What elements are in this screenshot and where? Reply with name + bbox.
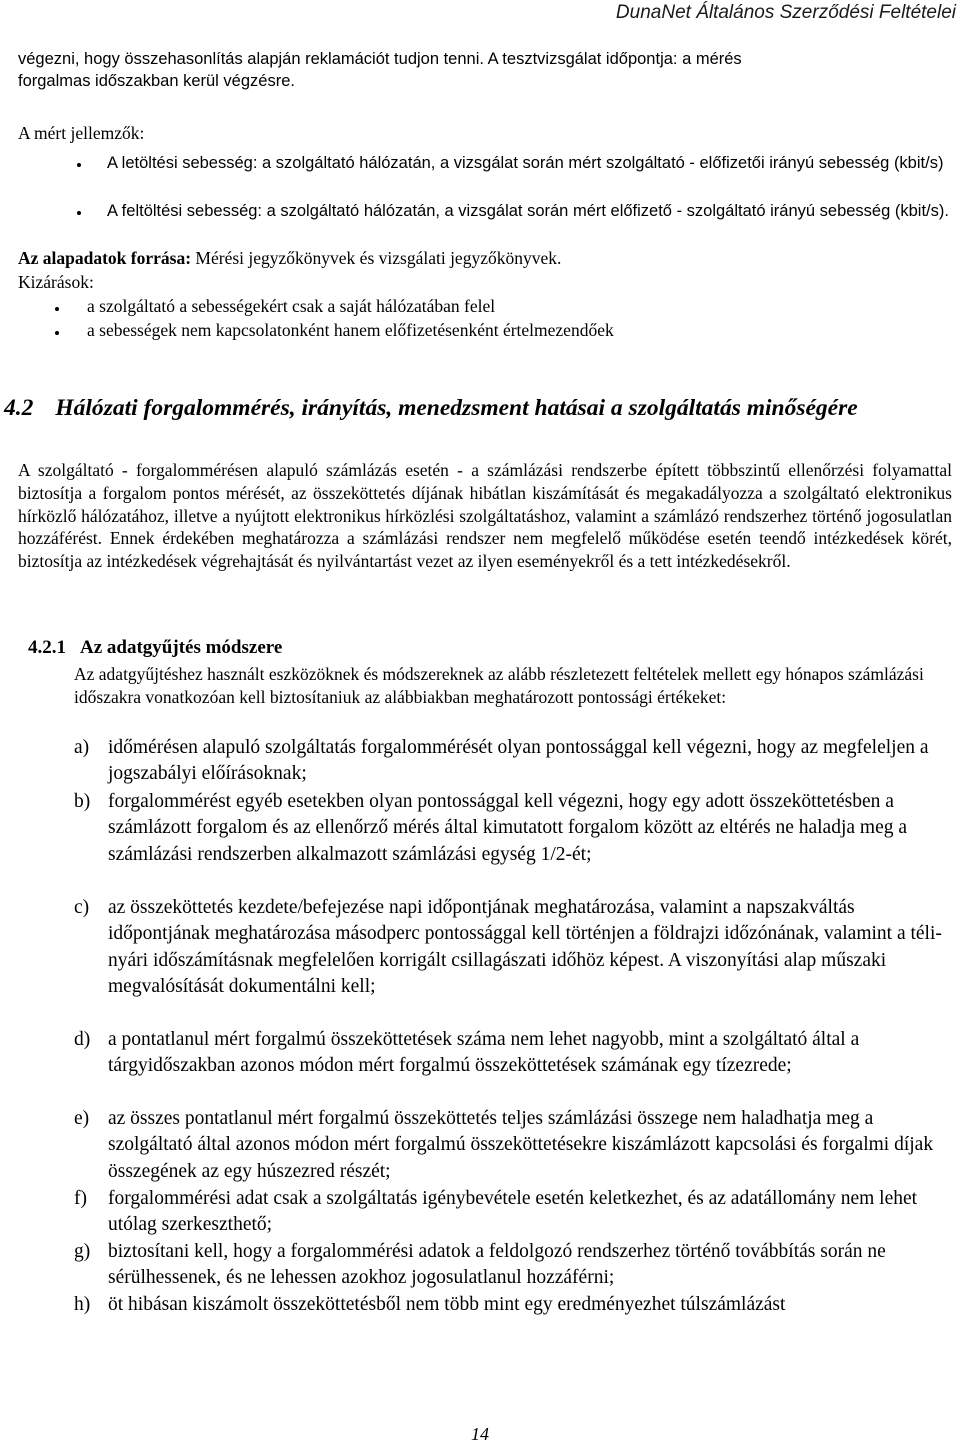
list-item-a: időmérésen alapuló szolgáltatás forgalommérését olyan pontossággal kell végezni, hogy az megfeleljen a jogszabályi előírásoknak; — [108, 737, 929, 785]
exclusions-title: Kizárások: — [18, 272, 94, 292]
intro-line-2: forgalmas időszakban kerül végzésre. — [18, 72, 295, 90]
subsection-number: 4.2.1 — [28, 637, 66, 658]
section-title: Hálózati forgalommérés, irányítás, menedzsment hatásai a szolgáltatás minőségére — [55, 395, 858, 421]
page-header-title: DunaNet Általános Szerződési Feltételei — [615, 2, 956, 23]
page-number: 14 — [471, 1424, 489, 1444]
list-item-d: a pontatlanul mért forgalmú összeköttetések száma nem lehet nagyobb, mint a szolgáltató által a tárgyidőszakban azonos módon mért forgalmú összeköttetések számának egy tízezrede; — [108, 1029, 860, 1077]
list-item-marker: d) — [74, 1029, 91, 1050]
section-paragraph: A szolgáltató - forgalommérésen alapuló számlázás esetén - a számlázási rendszerbe épített többszintű ellenőrzési folyamattal biztosítja a forgalom pontos mérését, az összeköttetés díjának hibátlan kiszámítását és megakadályozza a szolgáltató elektronikus hírközlő hálózatához, illetve a nyújtott elektronikus hírközlési szolgáltatáshoz, valamint a számlázó rendszerhez történő jogosulatlan hozzáférést. Ennek érdekében meghatározza a számlázási rendszer nem megfelelő működése esetén teendő intézkedések körét, biztosítja az intézkedések végrehajtását és nyilvántartást vezet az ilyen eseményekről és a tett intézkedésekről. — [18, 460, 952, 572]
list-item-marker: e) — [74, 1108, 90, 1129]
section-heading — [4, 392, 924, 424]
section-number: 4.2 — [4, 395, 34, 421]
subsection-intro: Az adatgyűjtéshez használt eszközöknek és módszereknek az alább részletezett feltételek mellett egy hónapos számlázási időszakra vonatkozóan kell biztosítaniuk az alábbiakban meghatározott pontossági értékeket: — [74, 664, 924, 707]
list-item-marker: h) — [74, 1294, 91, 1315]
bullet-icon — [55, 331, 59, 335]
bullet-icon — [77, 211, 81, 215]
list-item-h: öt hibásan kiszámolt összeköttetésből nem több mint egy eredményezhet túlszámlázást — [108, 1294, 786, 1315]
list-item-marker: a) — [74, 737, 90, 758]
subsection-heading — [16, 637, 282, 659]
list-item-marker: g) — [74, 1241, 91, 1262]
data-source — [18, 248, 561, 269]
bullet-icon — [55, 307, 59, 311]
list-item-b: forgalommérést egyéb esetekben olyan pontossággal kell végezni, hogy egy adott összeköttetésben a számlázott forgalom és az ellenőrző mérés által kimutatott forgalom között az eltérés ne haladja meg a számlázási rendszerben alkalmazott számlázási egység 1/2-ét; — [108, 791, 908, 865]
exclusion-bullet-1: a szolgáltató a sebességekért csak a saját hálózatában felel — [87, 296, 496, 316]
data-source-text: Mérési jegyzőkönyvek és vizsgálati jegyzőkönyvek. — [191, 248, 562, 268]
measured-bullet-1: A letöltési sebesség: a szolgáltató hálózatán, a vizsgálat során mért szolgáltató - előfizetői irányú sebesség (kbit/s) — [107, 154, 944, 172]
list-item-marker: c) — [74, 897, 90, 918]
measured-title: A mért jellemzők: — [18, 123, 145, 143]
measured-bullet-2: A feltöltési sebesség: a szolgáltató hálózatán, a vizsgálat során mért előfizető - szolgáltató irányú sebesség (kbit/s). — [107, 202, 949, 220]
intro-line-1: végezni, hogy összehasonlítás alapján reklamációt tudjon tenni. A tesztvizsgálat időpontja: a mérés — [18, 50, 742, 68]
bullet-icon — [77, 163, 81, 167]
list-item-marker: f) — [74, 1188, 87, 1209]
subsection-title: Az adatgyűjtés módszere — [80, 637, 283, 658]
list-item-f: forgalommérési adat csak a szolgáltatás igénybevétele esetén keletkezhet, és az adatállomány nem lehet utólag szerkeszthető; — [108, 1188, 918, 1236]
list-item-e: az összes pontatlanul mért forgalmú összeköttetés teljes számlázási összege nem haladhatja meg a szolgáltató által azonos módon mért forgalmú összeköttetésekre kiszámlázott kapcsolási és forgalmi díjak összegének az egy húszezred részét; — [108, 1108, 934, 1182]
list-item-g: biztosítani kell, hogy a forgalommérési adatok a feldolgozó rendszerhez történő továbbítás során ne sérülhessenek, és ne lehessen azokhoz jogosulatlanul hozzáférni; — [108, 1241, 886, 1289]
exclusion-bullet-2: a sebességek nem kapcsolatonként hanem előfizetésenként értelmezendőek — [87, 320, 614, 340]
list-item-c: az összeköttetés kezdete/befejezése napi időpontjának meghatározása, valamint a napszakváltás időpontjának meghatározása másodperc pontossággal kell történjen a földrajzi időzónának, valamint a téli-nyári időszámításnak megfelelően korrigált csillagászati időhöz képest. A viszonyítási alap műszaki megvalósítását dokumentálni kell; — [108, 897, 942, 997]
list-item-marker: b) — [74, 791, 91, 812]
data-source-label: Az alapadatok forrása: — [18, 248, 192, 268]
